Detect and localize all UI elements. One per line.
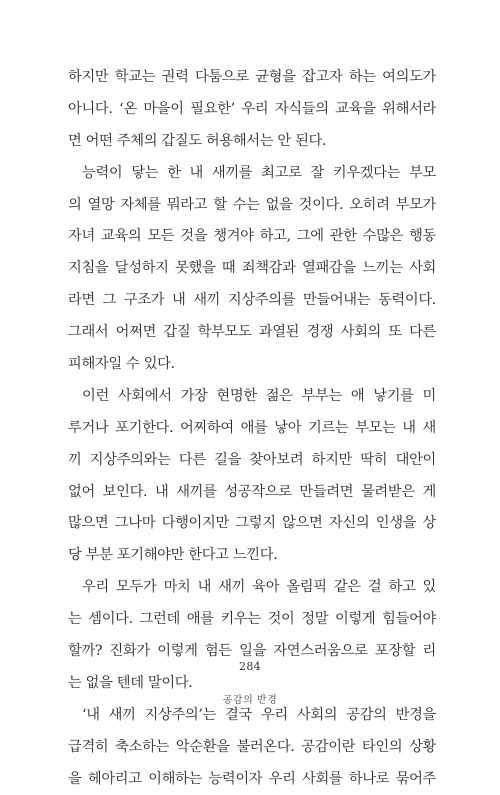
paragraph	[68, 158, 436, 381]
text-line: 당 부분 포기해야만 한다고 느낀다.	[68, 547, 278, 564]
text-line: 이런 사회에서 가장 현명한 젊은 부부는 애 낳기를 미	[82, 387, 436, 404]
text-line: 그래서 어쩌면 갑질 학부모도 과열된 경쟁 사회의 또 다른	[68, 324, 436, 341]
text-line: 루거나 포기한다. 어찌하여 애를 낳아 기르는 부모는 내 새	[68, 419, 436, 436]
text-line: 끼 지상주의와는 다른 길을 찾아보려 하지만 딱히 대안이	[68, 451, 436, 468]
paragraph	[68, 381, 436, 572]
paragraph	[68, 700, 436, 795]
text-line: ‘내 새끼 지상주의’는 결국 우리 사회의 공감의 반경을	[82, 706, 436, 723]
page-number: 284	[239, 660, 261, 673]
text-line: 많으면 그나마 다행이지만 그렇지 않으면 자신의 인생을 상	[68, 515, 436, 532]
text-line: 급격히 축소하는 악순환을 불러온다. 공감이란 타인의 상황	[68, 738, 436, 755]
text-line: 는 셈이다. 그런데 애를 키우는 것이 정말 이렇게 힘들어야	[68, 611, 436, 628]
body-text	[68, 62, 436, 795]
text-line: 을 헤아리고 이해하는 능력이자 우리 사회를 하나로 묶어주	[68, 770, 436, 787]
text-line: 우리 모두가 마치 내 새끼 육아 올림픽 같은 걸 하고 있	[82, 579, 436, 596]
text-line: 자녀 교육의 모든 것을 챙겨야 하고, 그에 관한 수많은 행동	[68, 228, 436, 245]
text-line: 없어 보인다. 내 새끼를 성공작으로 만들려면 물려받은 게	[68, 483, 436, 500]
text-line: 하지만 학교는 권력 다툼으로 균형을 잡고자 하는 여의도가	[68, 69, 436, 85]
text-line: 아니다. ‘온 마을이 필요한’ 우리 자식들의 교육을 위해서라	[68, 100, 436, 117]
text-line: 지침을 달성하지 못했을 때 죄책감과 열패감을 느끼는 사회	[68, 260, 436, 277]
text-line: 할까? 진화가 이렇게 험든 일을 자연스러움으로 포장할 리	[68, 643, 436, 660]
text-line: 의 열망 자체를 뭐라고 할 수는 없을 것이다. 오히려 부모가	[68, 196, 436, 213]
text-line: 면 어떤 주체의 갑질도 허용해서는 안 된다.	[68, 132, 327, 149]
running-title: 공감의 반경	[222, 695, 278, 706]
text-line: 피해자일 수 있다.	[68, 356, 175, 373]
text-line: 라면 그 구조가 내 새끼 지상주의를 만들어내는 동력이다.	[68, 292, 436, 309]
paragraph	[68, 572, 436, 700]
text-line: 능력이 닿는 한 내 새끼를 최고로 잘 키우겠다는 부모	[82, 164, 436, 181]
text-line: 는 없을 텐데 말이다.	[68, 674, 193, 691]
paragraph	[68, 62, 436, 158]
